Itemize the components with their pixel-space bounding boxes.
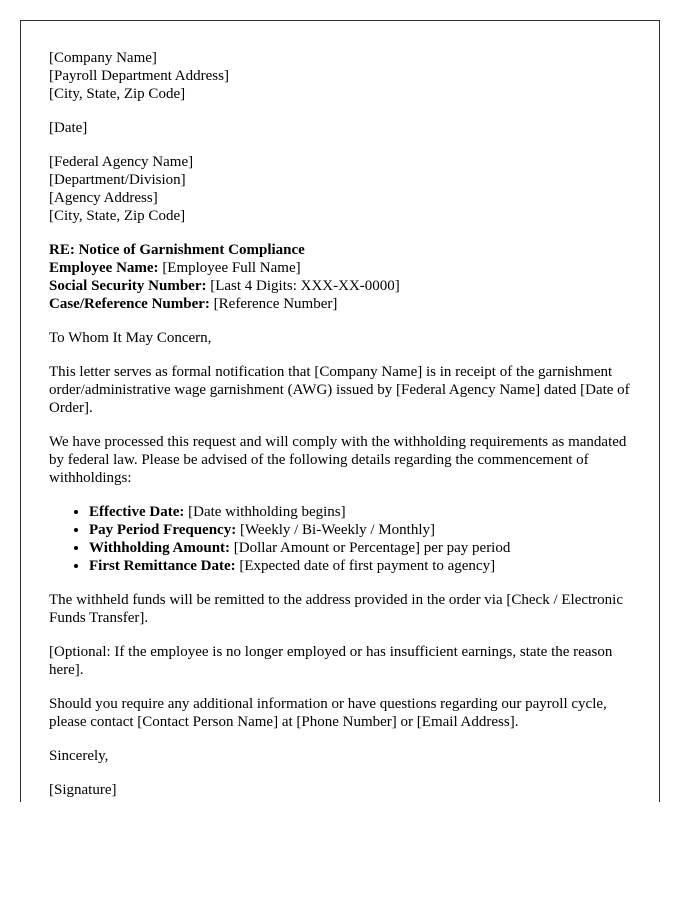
letter-page [20, 20, 660, 802]
item-value: [Expected date of first payment to agency] [235, 558, 496, 574]
reference-block [49, 241, 631, 313]
field-label: Social Security Number: [49, 278, 207, 294]
field-value: [Reference Number] [209, 296, 338, 312]
signature: [Signature] [49, 782, 117, 798]
list-item [89, 521, 631, 539]
item-value: [Dollar Amount or Percentage] per pay period [230, 540, 511, 556]
list-item [89, 557, 631, 575]
item-value: [Date withholding begins] [184, 504, 346, 520]
item-label: Withholding Amount: [89, 540, 231, 556]
item-label: Pay Period Frequency: [89, 522, 237, 538]
subject-line: RE: Notice of Garnishment Compliance [49, 242, 305, 258]
body-paragraph: The withheld funds will be remitted to the address provided in the order via [Check / Electronic Funds Transfer]. [49, 592, 623, 626]
letter-date: [Date] [49, 120, 88, 136]
recipient-line: [Department/Division] [49, 172, 186, 188]
body-paragraph: [Optional: If the employee is no longer employed or has insufficient earnings, state the reason here]. [49, 644, 613, 678]
field-label: Case/Reference Number: [49, 296, 210, 312]
body-paragraph: This letter serves as formal notification that [Company Name] is in receipt of the garnishment order/administrative wage garnishment (AWG) issued by [Federal Agency Name] dated [Date of Order]. [49, 364, 630, 416]
sender-line: [Payroll Department Address] [49, 68, 229, 84]
details-list [49, 503, 631, 575]
recipient-line: [Federal Agency Name] [49, 154, 194, 170]
body-paragraph: We have processed this request and will comply with the withholding requirements as mandated by federal law. Please be advised of the following details regarding the commencement of withholdings: [49, 434, 627, 486]
item-label: First Remittance Date: [89, 558, 236, 574]
list-item [89, 503, 631, 521]
sender-line: [Company Name] [49, 50, 157, 66]
item-value: [Weekly / Bi-Weekly / Monthly] [236, 522, 435, 538]
recipient-address [49, 153, 631, 225]
list-item [89, 539, 631, 557]
body-paragraph: Should you require any additional information or have questions regarding our payroll cycle, please contact [Contact Person Name] at [Phone Number] or [Email Address]. [49, 696, 607, 730]
field-value: [Last 4 Digits: XXX-XX-0000] [206, 278, 400, 294]
field-label: Employee Name: [49, 260, 159, 276]
item-label: Effective Date: [89, 504, 185, 520]
recipient-line: [City, State, Zip Code] [49, 208, 186, 224]
field-value: [Employee Full Name] [158, 260, 301, 276]
recipient-line: [Agency Address] [49, 190, 158, 206]
sender-line: [City, State, Zip Code] [49, 86, 186, 102]
sender-address [49, 49, 631, 103]
salutation: To Whom It May Concern, [49, 330, 212, 346]
signoff: Sincerely, [49, 748, 109, 764]
